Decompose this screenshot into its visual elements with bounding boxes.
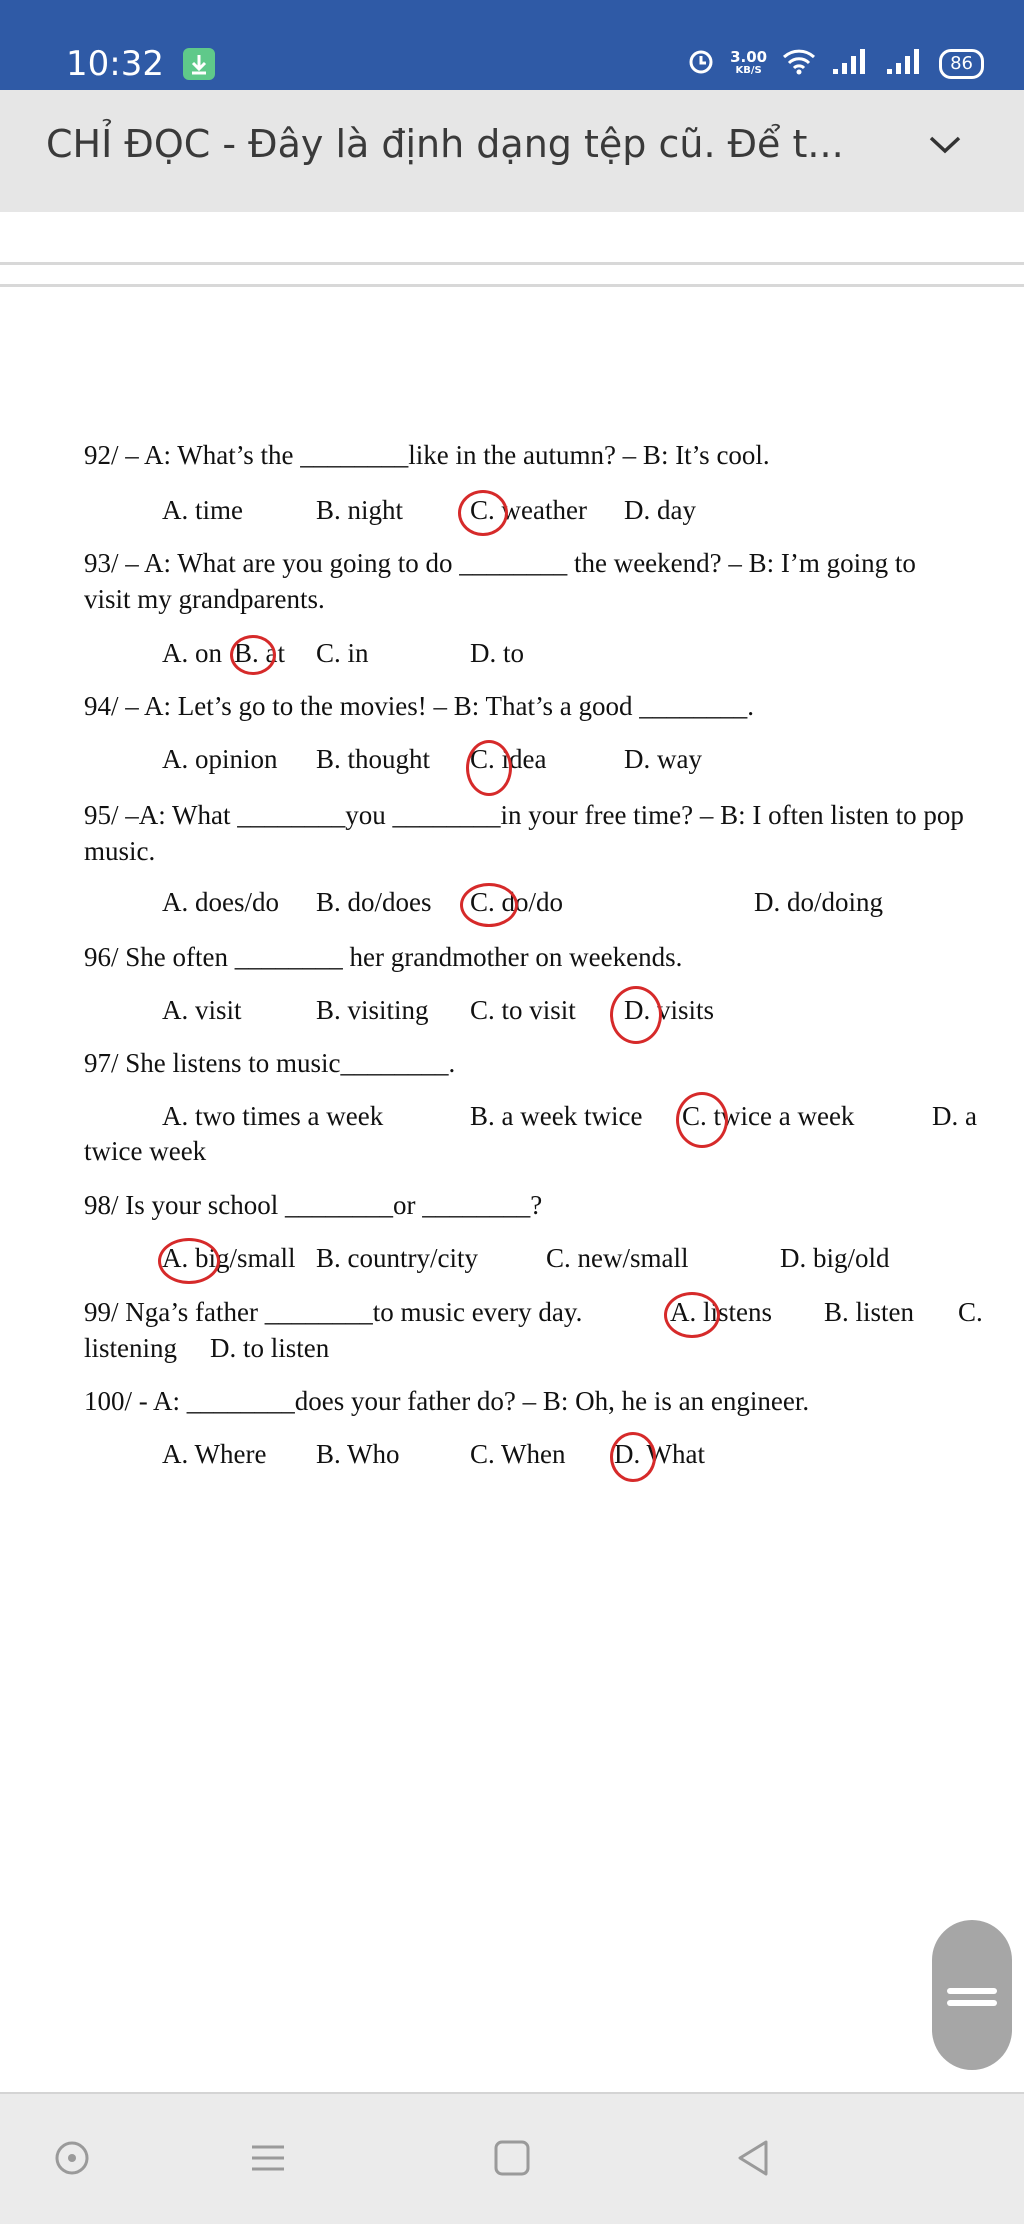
document-header bbox=[0, 90, 1024, 212]
answer-option: D. big/old bbox=[780, 1243, 890, 1273]
divider bbox=[0, 284, 1024, 287]
answer-option: C. When bbox=[470, 1439, 566, 1469]
answer-option: B. do/does bbox=[316, 887, 432, 917]
answer-option: C. do/do bbox=[470, 887, 564, 917]
answer-option: C. to visit bbox=[470, 995, 576, 1025]
selected-answer-mark bbox=[460, 883, 518, 927]
answer-option: B. listen bbox=[824, 1297, 915, 1327]
answer-option: C. bbox=[958, 1297, 983, 1327]
question-text: music. bbox=[84, 836, 156, 866]
question-text: 93/ – A: What are you going to do ________ the weekend? – B: I’m going to bbox=[84, 548, 916, 578]
answer-option: B. a week twice bbox=[470, 1101, 643, 1131]
answer-option: A. Where bbox=[162, 1439, 267, 1469]
question-text: listening bbox=[84, 1333, 177, 1363]
answer-option: A. on bbox=[162, 638, 222, 668]
answer-option: B. at bbox=[234, 638, 285, 668]
question-text: 94/ – A: Let’s go to the movies! – B: That’s a good ________. bbox=[84, 691, 754, 721]
answer-option: A. two times a week bbox=[162, 1101, 384, 1131]
wifi-icon bbox=[781, 47, 817, 80]
answer-option: B. night bbox=[316, 495, 404, 525]
answer-option: D. a bbox=[932, 1101, 977, 1131]
question-text: 96/ She often ________ her grandmother on weekends. bbox=[84, 942, 683, 972]
answer-option: D. to listen bbox=[210, 1333, 330, 1363]
selected-answer-mark bbox=[466, 740, 512, 796]
handle-line bbox=[947, 1988, 997, 1994]
answer-option: D. visits bbox=[624, 995, 715, 1025]
nav-home-icon[interactable] bbox=[52, 2138, 92, 2182]
nav-back-icon[interactable] bbox=[734, 2138, 774, 2182]
answer-option: A. time bbox=[162, 495, 243, 525]
battery-icon: 86 bbox=[939, 49, 984, 79]
question-text: visit my grandparents. bbox=[84, 584, 325, 614]
alarm-icon bbox=[686, 46, 716, 81]
nav-recents-icon[interactable] bbox=[492, 2138, 532, 2182]
answer-option: D. day bbox=[624, 495, 696, 525]
answer-option: D. to bbox=[470, 638, 524, 668]
status-bar bbox=[0, 0, 1024, 90]
question-text: 98/ Is your school ________or ________? bbox=[84, 1190, 543, 1220]
answer-option: B. Who bbox=[316, 1439, 400, 1469]
speed-unit: KB/S bbox=[735, 64, 762, 76]
selected-answer-mark bbox=[610, 986, 662, 1044]
answer-option: D. do/doing bbox=[754, 887, 884, 917]
answer-option: D. way bbox=[624, 744, 702, 774]
answer-option: A. opinion bbox=[162, 744, 278, 774]
system-nav-bar bbox=[0, 2092, 1024, 2224]
answer-option: A. listens bbox=[670, 1297, 773, 1327]
chevron-down-icon[interactable] bbox=[925, 130, 965, 162]
answer-option: D. What bbox=[614, 1439, 705, 1469]
answer-option: C. new/small bbox=[546, 1243, 689, 1273]
selected-answer-mark bbox=[610, 1432, 656, 1482]
selected-answer-mark bbox=[230, 635, 276, 675]
question-text: 100/ - A: ________does your father do? – B: Oh, he is an engineer. bbox=[84, 1386, 810, 1416]
question-text: 92/ – A: What’s the ________like in the autumn? – B: It’s cool. bbox=[84, 440, 770, 470]
answer-option: B. thought bbox=[316, 744, 431, 774]
selected-answer-mark bbox=[158, 1238, 220, 1284]
answer-option: C. in bbox=[316, 638, 369, 668]
nav-menu-icon[interactable] bbox=[248, 2138, 288, 2182]
selected-answer-mark bbox=[458, 490, 508, 536]
question-text: 95/ –A: What ________you ________in your free time? – B: I often listen to pop bbox=[84, 800, 964, 830]
signal-icon bbox=[885, 47, 925, 80]
divider bbox=[0, 262, 1024, 265]
scroll-handle-icon[interactable] bbox=[932, 1920, 1012, 2070]
speed-value: 3.00 bbox=[730, 47, 768, 66]
answer-option: A. visit bbox=[162, 995, 242, 1025]
handle-line bbox=[947, 2000, 997, 2006]
selected-answer-mark bbox=[676, 1092, 728, 1148]
answer-option: A. big/small bbox=[162, 1243, 296, 1273]
answer-option: A. does/do bbox=[162, 887, 279, 917]
answer-option: B. country/city bbox=[316, 1243, 478, 1273]
answer-option: B. visiting bbox=[316, 995, 429, 1025]
signal-icon bbox=[831, 47, 871, 80]
status-icons bbox=[686, 46, 984, 81]
question-text: twice week bbox=[84, 1136, 207, 1166]
download-icon bbox=[183, 48, 215, 80]
answer-option: C. weather bbox=[470, 495, 587, 525]
network-speed bbox=[730, 47, 768, 78]
question-text: 97/ She listens to music________. bbox=[84, 1048, 456, 1078]
selected-answer-mark bbox=[664, 1292, 720, 1338]
status-time: 10:32 bbox=[66, 44, 164, 84]
answer-option: C. idea bbox=[470, 744, 547, 774]
question-text: 99/ Nga’s father ________to music every day. bbox=[84, 1297, 583, 1327]
answer-option: C. twice a week bbox=[682, 1101, 855, 1131]
page-title: CHỈ ĐỌC - Đây là định dạng tệp cũ. Để t... bbox=[46, 122, 844, 166]
